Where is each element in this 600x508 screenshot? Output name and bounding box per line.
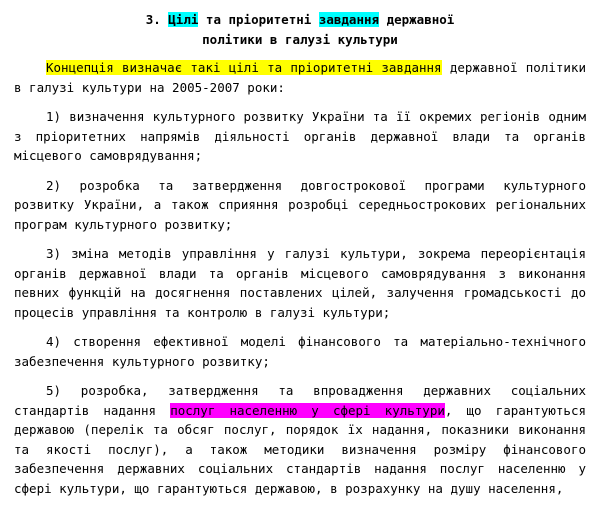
heading-segment-2: та пріоритетні (205, 12, 312, 27)
paragraph-item-3: 3) зміна методів управління у галузі культури, зокрема переорієнтація органів державної влади та органів місцевого самоврядування з виконання певних функцій на досягнення поставлених цілей, залучення громадськості до процесів управління та контролю в галузі культури; (14, 246, 586, 320)
item-5-after: , що гарантуються державою (перелік та обсяг послуг, порядок їх надання, показники виконання та якості послуг), а також методики визначення розміру фінансового забезпечення державних соціальних стандартів надання послуг населенню у сфері культури, що гарантуються державою, в розрахунку на душу населення, (14, 402, 587, 496)
heading-number: 3. (145, 12, 161, 27)
intro-rest: державної політики в галузі культури на 2005-2007 роки: (14, 60, 586, 95)
paragraph-item-4: 4) створення ефективної моделі фінансового та матеріально-технічного забезпечення культурного розвитку; (14, 334, 586, 369)
paragraph-item-2: 2) розробка та затвердження довгострокової програми культурного розвитку України, а також сприяння розробці середньострокових регіональних програм культурного розвитку; (14, 177, 586, 232)
heading-segment-4: державної (386, 12, 455, 27)
heading-line-2: політики в галузі культури (202, 32, 398, 47)
page-title (14, 10, 586, 50)
heading-highlight-tsili: Цілі (168, 12, 199, 27)
item-5-before: 5) розробка, затвердження та впровадження державних соціальних стандартів надання (14, 383, 586, 418)
item-5-highlight: послуг населенню у сфері культури (170, 402, 445, 418)
paragraph-intro (14, 58, 586, 97)
heading-highlight-zavdannya: завдання (318, 12, 380, 27)
paragraph-item-1: 1) визначення культурного розвитку України та її окремих регіонів одним з пріоритетних напрямів діяльності органів державної влади та органів місцевого самоврядування; (14, 109, 586, 163)
paragraph-item-5 (14, 381, 586, 498)
intro-highlight: Концепція визначає такі цілі та пріоритетні завдання (46, 60, 442, 75)
